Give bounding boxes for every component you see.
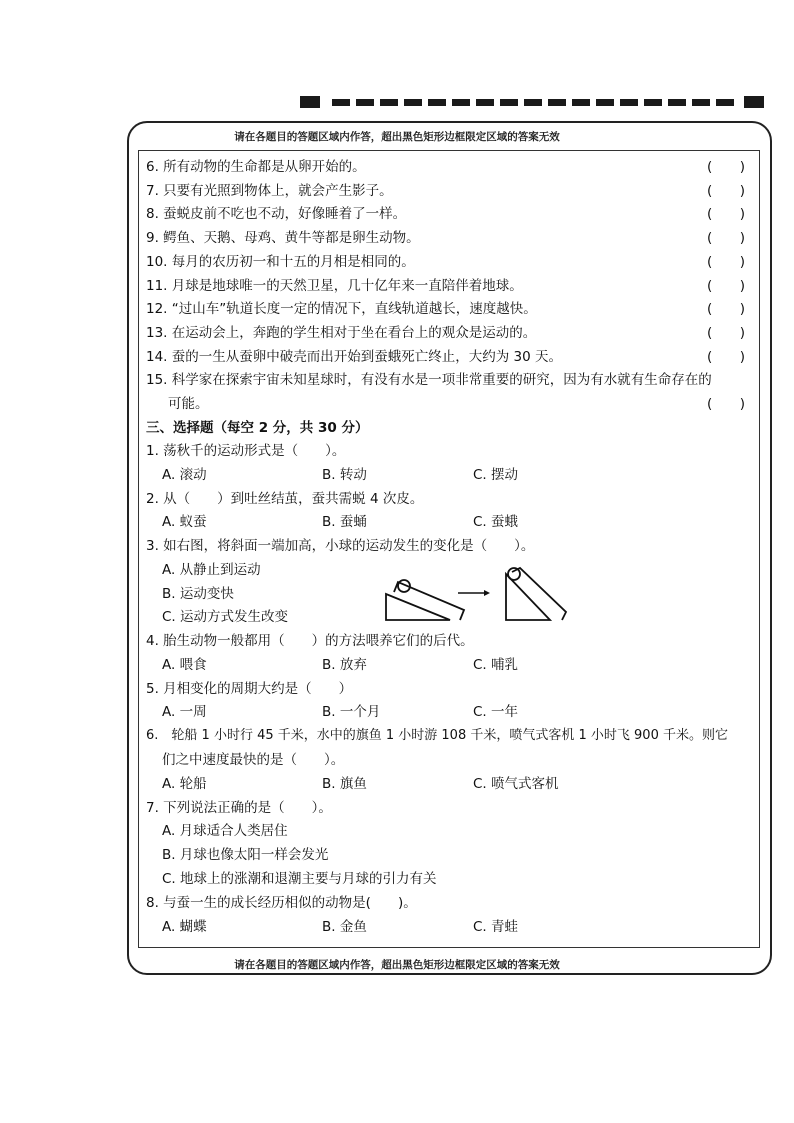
- notice-top: 请在各题目的答题区域内作答，超出黑色矩形边框限定区域的答案无效: [234, 131, 560, 143]
- choice-q8-option-b: B. 金鱼: [322, 919, 367, 935]
- tf-question-7: 7. 只要有光照到物体上，就会产生影子。: [146, 183, 393, 199]
- tf-question-15: 15. 科学家在探索宇宙未知星球时，有没有水是一项非常重要的研究，因为有水就有生命存在的: [146, 372, 712, 388]
- choice-q5-stem: 5. 月相变化的周期大约是（ ）: [146, 681, 353, 697]
- tf-question-12: 12. “过山车”轨道长度一定的情况下，直线轨道越长，速度越快。: [146, 301, 537, 317]
- choice-q4-option-a: A. 喂食: [162, 657, 207, 673]
- marker-bar: [356, 99, 374, 106]
- choice-q2-option-a: A. 蚁蚕: [162, 514, 207, 530]
- choice-q6-stem-cont: 们之中速度最快的是（ ）。: [162, 752, 345, 768]
- tf-question-15-cont: 可能。: [168, 396, 209, 412]
- answer-paren-11[interactable]: ( ): [707, 278, 745, 294]
- marker-bar: [332, 99, 350, 106]
- answer-paren-10[interactable]: ( ): [707, 254, 745, 270]
- answer-paren-13[interactable]: ( ): [707, 325, 745, 341]
- choice-q8-option-c: C. 青蛙: [473, 919, 519, 935]
- choice-q1-option-c: C. 摆动: [473, 467, 519, 483]
- answer-paren-14[interactable]: ( ): [707, 349, 745, 365]
- tf-question-14: 14. 蚕的一生从蚕卵中破壳而出开始到蚕蛾死亡终止，大约为 30 天。: [146, 349, 563, 365]
- answer-paren-8[interactable]: ( ): [707, 206, 745, 222]
- marker-bar: [692, 99, 710, 106]
- marker-block: [300, 96, 320, 108]
- choice-q5-option-c: C. 一年: [473, 704, 519, 720]
- tf-question-6: 6. 所有动物的生命都是从卵开始的。: [146, 159, 366, 175]
- choice-q1-stem: 1. 荡秋千的运动形式是（ ）。: [146, 443, 346, 459]
- choice-q7-stem: 7. 下列说法正确的是（ ）。: [146, 800, 332, 816]
- tf-question-9: 9. 鳄鱼、天鹅、母鸡、黄牛等都是卵生动物。: [146, 230, 420, 246]
- arrow-head-icon: [484, 590, 490, 596]
- answer-paren-6[interactable]: ( ): [707, 159, 745, 175]
- choice-q3-option-b: B. 运动变快: [162, 586, 234, 602]
- section-3-title: 三、选择题（每空 2 分，共 30 分）: [146, 420, 369, 436]
- incline-diagram: [380, 560, 580, 630]
- choice-q1-option-a: A. 滚动: [162, 467, 207, 483]
- choice-q6-option-b: B. 旗鱼: [322, 776, 367, 792]
- choice-q7-option-a: A. 月球适合人类居住: [162, 823, 288, 839]
- choice-q5-option-a: A. 一周: [162, 704, 207, 720]
- marker-bar: [404, 99, 422, 106]
- choice-q1-option-b: B. 转动: [322, 467, 367, 483]
- answer-paren-15[interactable]: ( ): [707, 396, 745, 412]
- marker-bar: [548, 99, 566, 106]
- marker-bar: [380, 99, 398, 106]
- choice-q8-stem: 8. 与蚕一生的成长经历相似的动物是( )。: [146, 895, 417, 911]
- marker-bar: [572, 99, 590, 106]
- registration-marks: [300, 96, 766, 108]
- marker-bar: [428, 99, 446, 106]
- notice-bottom: 请在各题目的答题区域内作答，超出黑色矩形边框限定区域的答案无效: [234, 959, 560, 971]
- marker-bar: [596, 99, 614, 106]
- answer-paren-12[interactable]: ( ): [707, 301, 745, 317]
- marker-bar: [644, 99, 662, 106]
- tf-question-13: 13. 在运动会上，奔跑的学生相对于坐在看台上的观众是运动的。: [146, 325, 537, 341]
- marker-bar: [500, 99, 518, 106]
- tf-question-8: 8. 蚕蜕皮前不吃也不动，好像睡着了一样。: [146, 206, 407, 222]
- tf-question-10: 10. 每月的农历初一和十五的月相是相同的。: [146, 254, 415, 270]
- marker-bar: [716, 99, 734, 106]
- marker-bar: [452, 99, 470, 106]
- marker-bar: [476, 99, 494, 106]
- choice-q2-option-b: B. 蚕蛹: [322, 514, 367, 530]
- answer-paren-7[interactable]: ( ): [707, 183, 745, 199]
- choice-q4-option-c: C. 哺乳: [473, 657, 519, 673]
- choice-q6-stem: 6. 轮船 1 小时行 45 千米，水中的旗鱼 1 小时游 108 千米，喷气式客机 1 小时飞 900 千米。则它: [146, 728, 728, 743]
- choice-q7-option-b: B. 月球也像太阳一样会发光: [162, 847, 329, 863]
- choice-q7-option-c: C. 地球上的涨潮和退潮主要与月球的引力有关: [162, 871, 437, 887]
- marker-bar: [668, 99, 686, 106]
- choice-q5-option-b: B. 一个月: [322, 704, 381, 720]
- tf-question-11: 11. 月球是地球唯一的天然卫星，几十亿年来一直陪伴着地球。: [146, 278, 523, 294]
- marker-block: [744, 96, 764, 108]
- choice-q2-stem: 2. 从（ ）到吐丝结茧，蚕共需蜕 4 次皮。: [146, 491, 424, 507]
- choice-q4-stem: 4. 胎生动物一般都用（ ）的方法喂养它们的后代。: [146, 633, 474, 649]
- ball: [508, 568, 520, 580]
- choice-q4-option-b: B. 放弃: [322, 657, 367, 673]
- answer-paren-9[interactable]: ( ): [707, 230, 745, 246]
- high-incline: [506, 568, 566, 620]
- marker-bar: [524, 99, 542, 106]
- marker-bar: [620, 99, 638, 106]
- choice-q6-option-c: C. 喷气式客机: [473, 776, 559, 792]
- choice-q6-option-a: A. 轮船: [162, 776, 207, 792]
- choice-q2-option-c: C. 蚕蛾: [473, 514, 519, 530]
- choice-q3-stem: 3. 如右图，将斜面一端加高，小球的运动发生的变化是（ ）。: [146, 538, 535, 554]
- choice-q8-option-a: A. 蝴蝶: [162, 919, 207, 935]
- low-incline: [386, 580, 464, 620]
- choice-q3-option-a: A. 从静止到运动: [162, 562, 261, 578]
- choice-q3-option-c: C. 运动方式发生改变: [162, 609, 289, 625]
